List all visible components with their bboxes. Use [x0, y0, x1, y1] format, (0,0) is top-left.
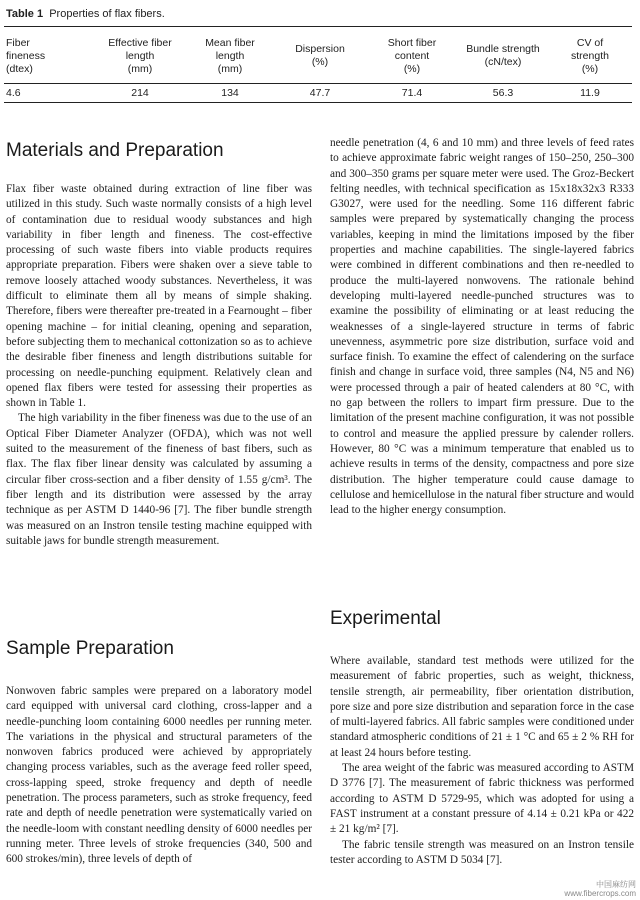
table-header-cell: Short fiber content (%)	[387, 36, 437, 75]
watermark-line: www.fibercrops.com	[564, 889, 636, 898]
table-header-cell: CV of strength (%)	[571, 36, 609, 75]
table-header-cell: Fiber fineness (dtex)	[6, 36, 46, 75]
table-header-cell: Effective fiber length (mm)	[108, 36, 172, 75]
table-cell: 11.9	[580, 87, 600, 99]
table-cell: 56.3	[492, 87, 514, 99]
table-rule-bottom	[4, 102, 632, 103]
watermark	[564, 880, 636, 898]
table-caption-text: Properties of flax fibers.	[49, 8, 165, 20]
heading-experimental: Experimental	[330, 608, 441, 629]
paragraph-text: The high variability in the fiber fineness was due to the use of an Optical Fiber Diameter Analyzer (OFDA), which was not well suited to the measurement of the fineness of bast fibers, such as flax. The flax fiber linear density was calculated by assuming a circular fiber cross-section and a fiber density of 1.55 g/cm³. The fiber length and its distribution were assessed by the array technique as per ASTM D 1440-96 [7]. The fiber bundle strength was measured on an Instron tensile testing machine equipped with suitable jaws for bundle strength measurement.	[6, 412, 312, 547]
table-header-cell: Dispersion (%)	[295, 43, 345, 68]
table-rule-mid	[4, 83, 632, 84]
heading-materials-preparation: Materials and Preparation	[6, 140, 224, 161]
table-rule-top	[4, 26, 632, 27]
paragraph-text: The area weight of the fabric was measured according to ASTM D 3776 [7]. The measurement of fabric thickness was performed according to ASTM D 5729-95, which was adopted for using a FAST instrument at a constant pressure of 4.14 ± 0.21 kPa or 422 ± 21 kg/m² [7].	[330, 762, 634, 836]
table-header-cell: Mean fiber length (mm)	[205, 36, 255, 75]
paragraph-text: Where available, standard test methods were utilized for the measurement of fabric properties, such as weight, thickness, tensile strength, air permeability, fiber orientation distribution, pore size and pore size distribution and separation force in the case of multi-layered fabrics. All fabric samples were conditioned under standard atmospheric conditions of 21 ± 1 °C and 65 ± 2 % RH for at least 24 hours before testing.	[330, 655, 634, 759]
table-cell: 4.6	[6, 87, 21, 99]
paragraph-text: Nonwoven fabric samples were prepared on a laboratory model card equipped with universal card clothing, cross-lapper and a needle-punching loom containing 6000 needles per running meter. The variations in the physical and structural parameters of the nonwoven fabrics produced were achieved by appropriately changing process variables, such as the average feed roller speed, cross-lapping speed, stroke frequency and depth of needle penetration. The process parameters, such as stroke frequency, feed rate and depth of needle penetration were systematically varied on the needle-loom with constant needling density of 6000 needles per running meter. Three levels of stroke frequencies (340, 500 and 600 strokes/min), three levels of depth of	[6, 685, 312, 866]
paragraph-text: The fabric tensile strength was measured on an Instron tensile tester according to ASTM D 5034 [7].	[330, 838, 634, 866]
table-header-cell: Bundle strength (cN/tex)	[466, 43, 540, 68]
paragraph-text: needle penetration (4, 6 and 10 mm) and three levels of feed rates to achieve approximate fabric weight ranges of 150–250, 250–300 and 300–350 grams per square meter were used. The Groz-Beckert felting needles, with technical specification as 15x18x32x3 R333 G3027, were used for the needling. Some 116 different fabric samples were prepared by systematically changing the process variables, keeping in mind the limitations imposed by the fiber properties and machine capabilities. The single-layered fabrics were combined in different combinations and then re-needled to produce the multi-layered nonwovens. The rationale behind developing multi-layered needle-punched structures was to examine the possibility of eliminating or at least reducing the weaknesses of a single-layered structure in terms of fabric unevenness, asymmetric pore size distribution, surface void and surface finish. To examine the effect of calendering on the surface finish and change in surface void, three samples (N4, N5 and N6) were processed through a pair of heated calenders at 80 °C, with no gap between the rollers to impart firm pressure. Due to the limitation of the present machine configuration, it was not possible to control and measure the applied pressure by calender rollers. However, 80 °C was a minimum temperature that enabled us to achieve results in terms of the density, compactness and pore size distribution. The higher temperature could cause damage to cellulose and hemicellulose in the natural fiber structure and would lead to the higher energy consumption.	[330, 137, 634, 517]
heading-sample-preparation: Sample Preparation	[6, 638, 174, 659]
table-cell: 134	[221, 87, 239, 99]
paragraph-needle-penetration	[330, 136, 634, 518]
table-cell: 71.4	[401, 87, 423, 99]
table-cell: 47.7	[309, 87, 331, 99]
paragraph-experimental	[330, 654, 634, 868]
paragraph-materials-1	[6, 182, 312, 549]
watermark-line: 中国麻纺网	[596, 880, 636, 889]
table-caption-label: Table 1	[6, 8, 44, 20]
table-caption	[6, 8, 165, 20]
paragraph-text: Flax fiber waste obtained during extraction of line fiber was utilized in this study. Such waste normally consists of a high level of contamination due to residual woody substances and high variability in fiber length and fineness. The cost-effective processing of such waste fibers into viable products requires appropriate preparation. Fibers were shaken over a sieve table to remove loosely attached woody substances. Nevertheless, it was difficult to eliminate them all by means of simple shaking. Therefore, fibers were thereafter pre-treated in a Fearnought – fiber opening machine – for initial cleaning, opening and separation, before subjecting them to mechanical cottonization so as to achieve the desirable fiber fineness and length distributions suitable for processing on needle-punching equipment. Relatively clean and opened flax fibers were tested for assessing their properties as shown in Table 1.	[6, 183, 312, 410]
table-cell: 214	[131, 87, 149, 99]
paragraph-sample-preparation	[6, 684, 312, 868]
